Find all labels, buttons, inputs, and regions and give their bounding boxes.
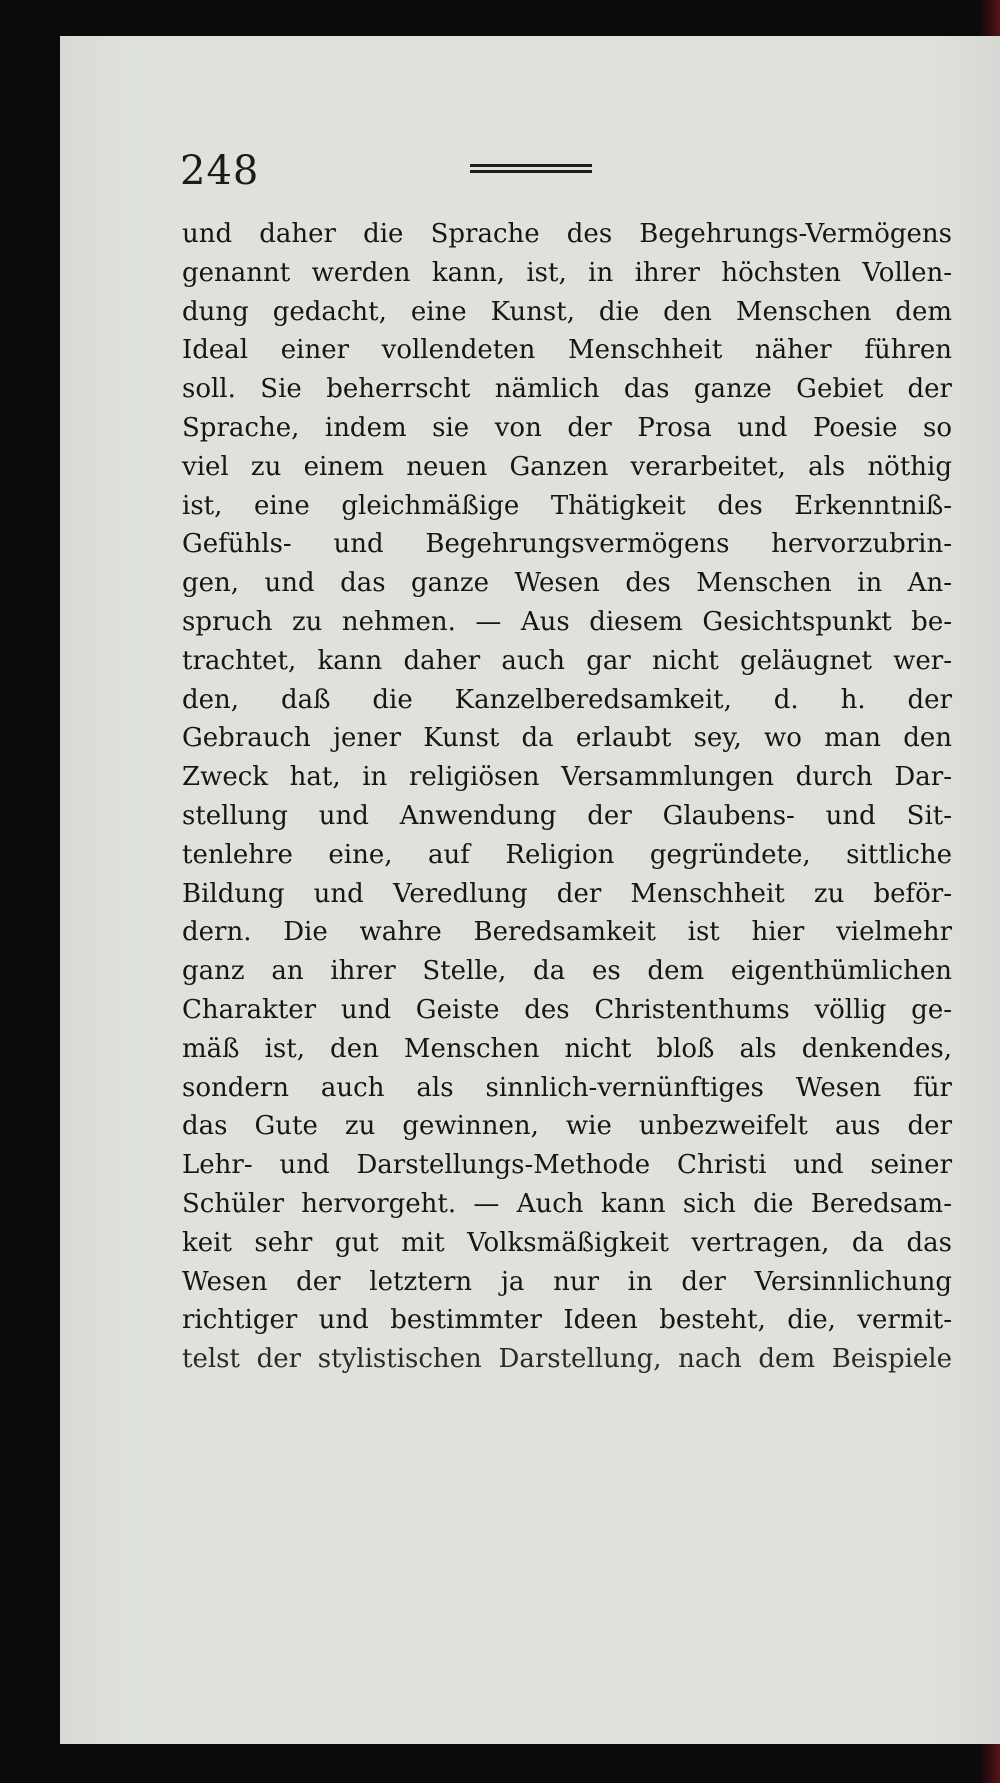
text-line: spruch zu nehmen. — Aus diesem Gesichtspunkt be- — [182, 606, 952, 637]
text-line: Sprache, indem sie von der Prosa und Poesie so — [182, 412, 952, 443]
text-line: soll. Sie beherrscht nämlich das ganze Gebiet der — [182, 374, 952, 405]
text-line: den, daß die Kanzelberedsamkeit, d. h. der — [182, 684, 952, 715]
text-line: ganz an ihrer Stelle, da es dem eigenthümlichen — [182, 956, 952, 987]
text-line: das Gute zu gewinnen, wie unbezweifelt aus der — [182, 1111, 952, 1142]
text-line: trachtet, kann daher auch gar nicht geläugnet wer- — [182, 645, 952, 676]
text-line: telst der stylistischen Darstellung, nach dem Beispiele — [182, 1344, 952, 1375]
text-line: viel zu einem neuen Ganzen verarbeitet, als nöthig — [182, 451, 952, 482]
text-line: Gefühls- und Begehrungsvermögens hervorzubrin- — [182, 529, 952, 560]
text-line: gen, und das ganze Wesen des Menschen in An- — [182, 568, 952, 599]
page-header — [180, 148, 940, 198]
text-line: Bildung und Veredlung der Menschheit zu beför- — [182, 878, 952, 909]
text-line: Charakter und Geiste des Christenthums völlig ge- — [182, 994, 952, 1025]
text-line: richtiger und bestimmter Ideen besteht, die, vermit- — [182, 1305, 952, 1336]
text-line: Wesen der letztern ja nur in der Versinnlichung — [182, 1266, 952, 1297]
text-line: keit sehr gut mit Volksmäßigkeit vertragen, da das — [182, 1227, 952, 1258]
text-line: genannt werden kann, ist, in ihrer höchsten Vollen- — [182, 257, 952, 288]
text-line: Gebrauch jener Kunst da erlaubt sey, wo man den — [182, 723, 952, 754]
text-line: mäß ist, den Menschen nicht bloß als denkendes, — [182, 1033, 952, 1064]
text-line: Schüler hervorgeht. — Auch kann sich die Beredsam- — [182, 1188, 952, 1219]
text-line: Ideal einer vollendeten Menschheit näher führen — [182, 335, 952, 366]
page-number: 248 — [180, 148, 260, 194]
text-line: sondern auch als sinnlich-vernünftiges Wesen für — [182, 1072, 952, 1103]
text-line: Lehr- und Darstellungs-Methode Christi und seiner — [182, 1150, 952, 1181]
text-line: stellung und Anwendung der Glaubens- und Sit- — [182, 800, 952, 831]
text-line: und daher die Sprache des Begehrungs-Vermögens — [182, 219, 952, 249]
text-line: dern. Die wahre Beredsamkeit ist hier vielmehr — [182, 917, 952, 948]
text-line: tenlehre eine, auf Religion gegründete, sittliche — [182, 839, 952, 870]
text-line: ist, eine gleichmäßige Thätigkeit des Erkenntniß- — [182, 490, 952, 521]
body-text — [182, 215, 952, 1379]
header-rule — [470, 164, 592, 180]
text-line: Zweck hat, in religiösen Versammlungen durch Dar- — [182, 762, 952, 793]
text-line: dung gedacht, eine Kunst, die den Menschen dem — [182, 296, 952, 327]
